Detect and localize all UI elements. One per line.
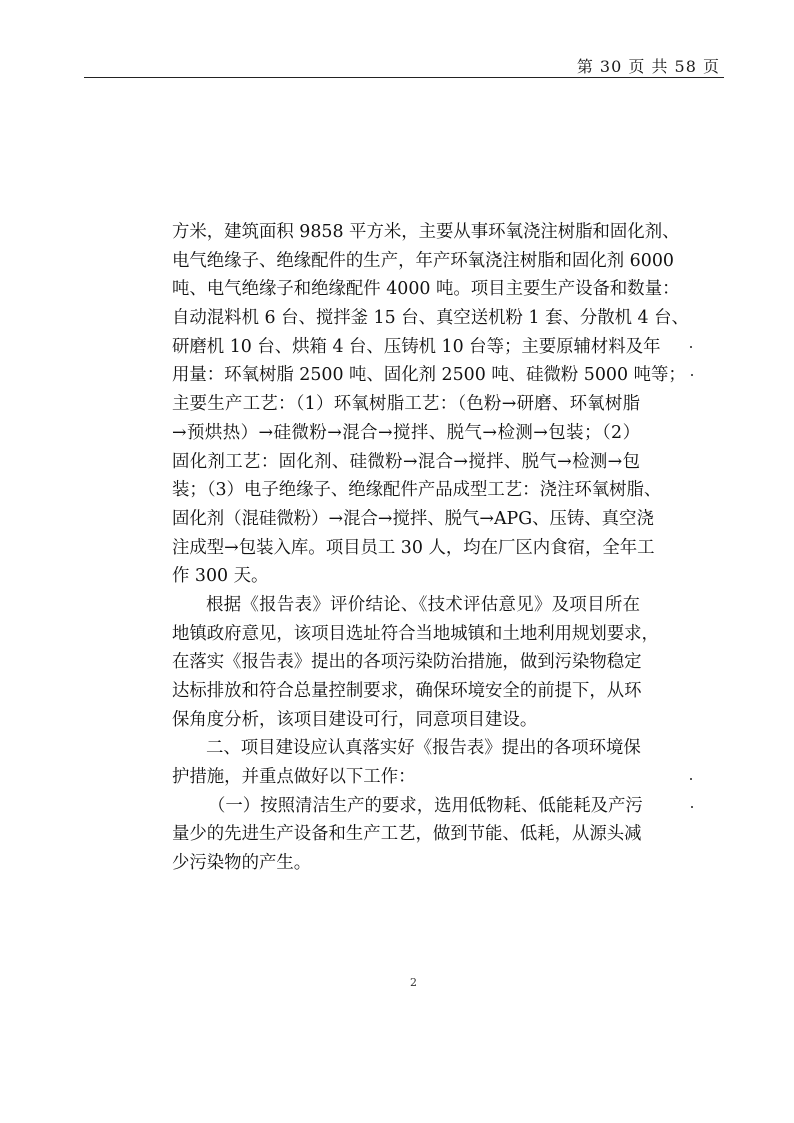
paragraph-first-line: 根据《报告表》评价结论、《技术评估意见》及项目所在 xyxy=(206,594,640,615)
body-line: 护措施，并重点做好以下工作： xyxy=(172,767,416,788)
body-line: 保角度分析，该项目建设可行，同意项目建设。 xyxy=(172,709,538,730)
scan-mark xyxy=(690,778,692,780)
page-header-info: 第 30 页 共 58 页 xyxy=(576,57,720,76)
scan-mark xyxy=(691,806,693,808)
body-line: 研磨机 10 台、烘箱 4 台、压铸机 10 台等；主要原辅材料及年 xyxy=(172,336,661,357)
scan-mark xyxy=(690,346,692,348)
body-line: 作 300 天。 xyxy=(172,566,269,587)
body-line: 主要生产工艺：（1）环氧树脂工艺：（色粉→研磨、环氧树脂 xyxy=(172,394,640,415)
body-line: 用量：环氧树脂 2500 吨、固化剂 2500 吨、硅微粉 5000 吨等； xyxy=(172,365,686,386)
body-line: 量少的先进生产设备和生产工艺，做到节能、低耗，从源头减 xyxy=(172,824,642,845)
body-line: 自动混料机 6 台、搅拌釜 15 台、真空送机粉 1 套、分散机 4 台、 xyxy=(172,308,689,329)
body-line: 注成型→包装入库。项目员工 30 人，均在厂区内食宿，全年工 xyxy=(172,537,655,558)
body-line: 在落实《报告表》提出的各项污染防治措施，做到污染物稳定 xyxy=(172,652,642,673)
page-number: 2 xyxy=(410,976,417,989)
body-line: 固化剂工艺：固化剂、硅微粉→混合→搅拌、脱气→检测→包 xyxy=(172,451,640,472)
body-line: →预烘热）→硅微粉→混合→搅拌、脱气→检测→包装；（2） xyxy=(172,422,640,443)
body-line: 电气绝缘子、绝缘配件的生产，年产环氧浇注树脂和固化剂 6000 xyxy=(172,250,674,271)
body-line: 吨、电气绝缘子和绝缘配件 4000 吨。项目主要生产设备和数量： xyxy=(172,279,680,300)
scan-mark xyxy=(691,374,693,376)
body-line: 达标排放和符合总量控制要求，确保环境安全的前提下，从环 xyxy=(172,681,642,701)
body-line: 地镇政府意见，该项目选址符合当地城镇和土地利用规划要求， xyxy=(172,623,659,644)
body-line: 少污染物的产生。 xyxy=(172,853,312,874)
body-line: 固化剂（混硅微粉）→混合→搅拌、脱气→APG、压铸、真空浇 xyxy=(172,508,654,529)
document-body xyxy=(172,218,689,878)
header-divider xyxy=(84,77,724,78)
body-line: 方米，建筑面积 9858 平方米，主要从事环氧浇注树脂和固化剂、 xyxy=(172,222,680,242)
paragraph-first-line: （一）按照清洁生产的要求，选用低物耗、低能耗及产污 xyxy=(208,795,643,816)
section-heading-line: 二、项目建设应认真落实好《报告表》提出的各项环境保 xyxy=(206,738,641,759)
body-line: 装；（3）电子绝缘子、绝缘配件产品成型工艺：浇注环氧树脂、 xyxy=(172,480,662,501)
